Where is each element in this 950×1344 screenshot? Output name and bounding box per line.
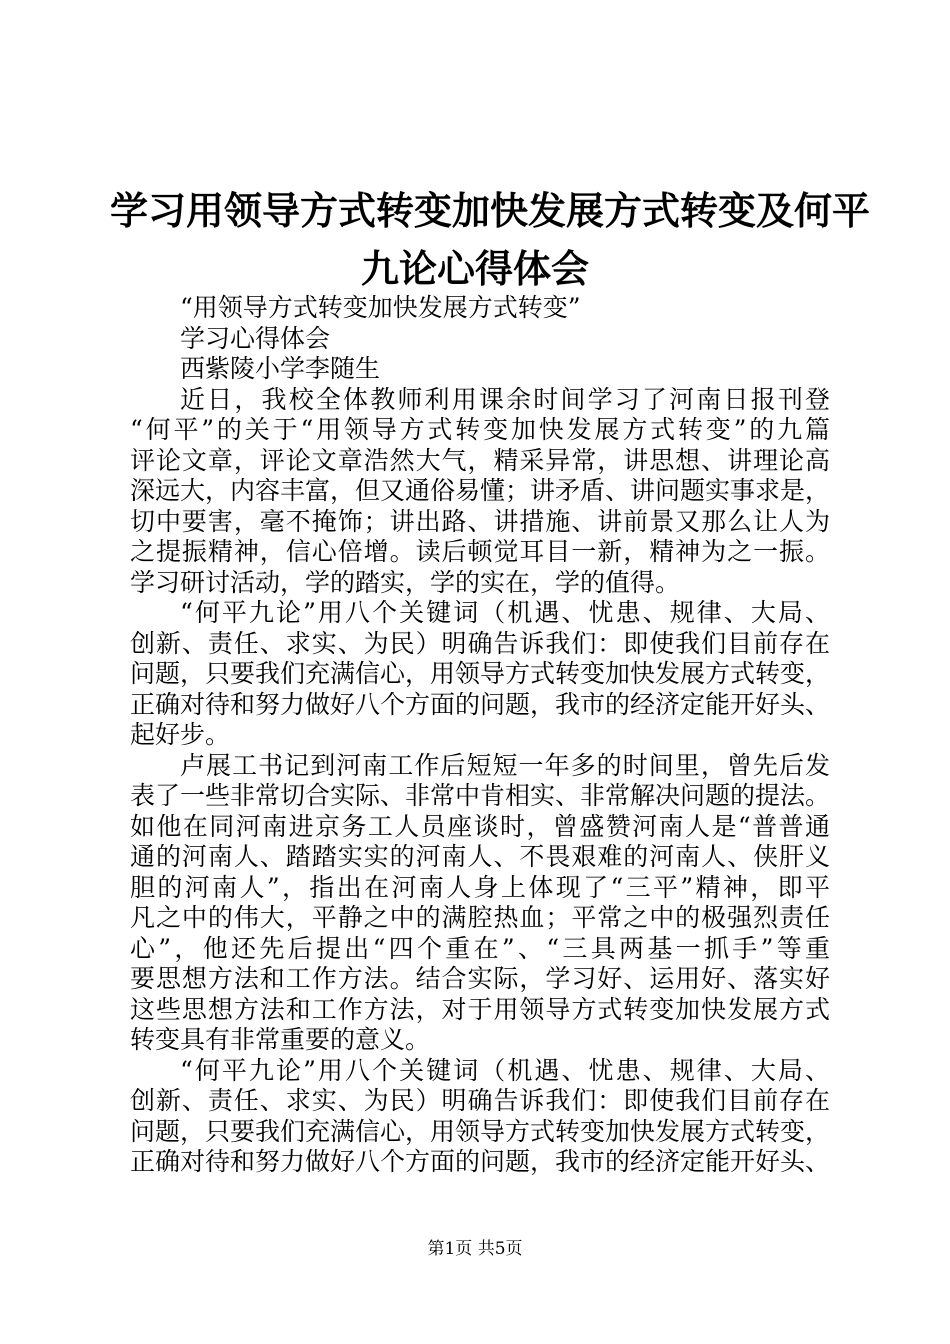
body-text-line: 凡之中的伟大，平静之中的满腔热血；平常之中的极强烈责任 (130, 903, 830, 932)
body-text-line: 西紫陵小学李随生 (180, 354, 381, 383)
body-text-line: 问题，只要我们充满信心，用领导方式转变加快发展方式转变， (130, 1116, 831, 1146)
body-text-line: 正确对待和努力做好八个方面的问题，我市的经济定能开好头、 (130, 689, 831, 719)
body-text-line: 心”，他还先后提出“四个重在”、“三具两基一抓手”等重 (130, 933, 830, 963)
page-footer: 第1页 共5页 (427, 1239, 523, 1259)
body-text-line: 要思想方法和工作方法。结合实际，学习好、运用好、落实好 (130, 964, 830, 993)
body-text-line: 问题，只要我们充满信心，用领导方式转变加快发展方式转变， (130, 659, 831, 688)
body-text-line: “用领导方式转变加快发展方式转变” (180, 293, 581, 322)
body-text-line: 近日，我校全体教师利用课余时间学习了河南日报刊登 (180, 384, 830, 414)
body-text-line: 通的河南人、踏踏实实的河南人、不畏艰难的河南人、侠肝义 (130, 842, 830, 871)
body-text-line: 胆的河南人”，指出在河南人身上体现了“三平”精神，即平 (130, 872, 830, 902)
body-text-line: “何平九论”用八个关键词（机遇、忧患、规律、大局、 (180, 598, 830, 627)
body-text-line: 创新、责任、求实、为民）明确告诉我们：即使我们目前存在 (130, 1086, 830, 1115)
body-text-line: 评论文章，评论文章浩然大气，精采异常，讲思想、讲理论高 (130, 445, 830, 475)
body-text-line: 转变具有非常重要的意义。 (130, 1025, 431, 1054)
body-text-line: 起好步。 (130, 720, 231, 749)
body-text-line: “何平”的关于“用领导方式转变加快发展方式转变”的九篇 (130, 415, 830, 444)
body-text-line: 卢展工书记到河南工作后短短一年多的时间里，曾先后发 (180, 750, 830, 780)
body-text-line: 学习心得体会 (180, 323, 331, 353)
body-text-line: 如他在同河南进京务工人员座谈时，曾盛赞河南人是“普普通 (130, 811, 830, 841)
body-text-line: 创新、责任、求实、为民）明确告诉我们：即使我们目前存在 (130, 628, 830, 658)
body-text-line: “何平九论”用八个关键词（机遇、忧患、规律、大局、 (180, 1055, 830, 1085)
body-text-line: 深远大，内容丰富，但又通俗易懂；讲矛盾、讲问题实事求是， (130, 476, 831, 505)
body-text-line: 正确对待和努力做好八个方面的问题，我市的经济定能开好头、 (130, 1147, 831, 1176)
document-body (130, 293, 830, 1178)
document-title-line-2: 九论心得体会 (360, 246, 589, 291)
body-text-line: 表了一些非常切合实际、非常中肯相实、非常解决问题的提法。 (130, 781, 831, 810)
document-title-line-1: 学习用领导方式转变加快发展方式转变及何平 (110, 188, 871, 233)
body-text-line: 切中要害，毫不掩饰；讲出路、讲措施、讲前景又那么让人为 (130, 506, 830, 536)
body-text-line: 这些思想方法和工作方法，对于用领导方式转变加快发展方式 (130, 994, 830, 1024)
body-text-line: 之提振精神，信心倍增。读后顿觉耳目一新，精神为之一振。 (130, 537, 830, 566)
body-text-line: 学习研讨活动，学的踏实，学的实在，学的值得。 (130, 567, 681, 597)
